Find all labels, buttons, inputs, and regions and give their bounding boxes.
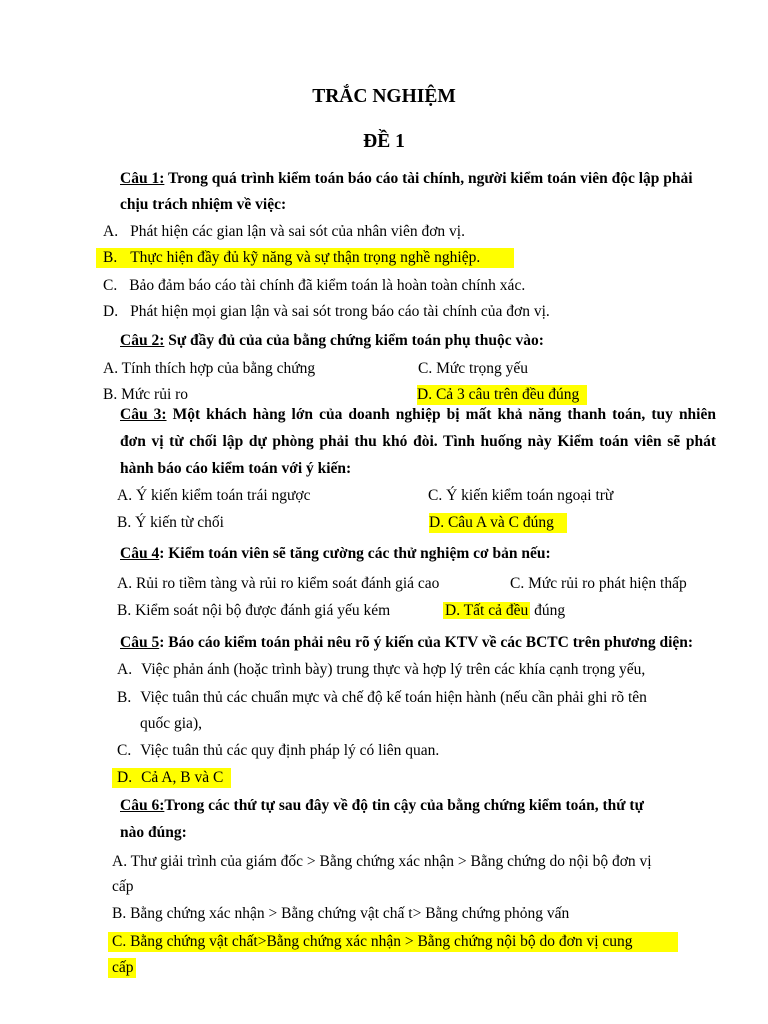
question-4-option-c: C. Mức rủi ro phát hiện thấp bbox=[510, 575, 687, 592]
question-3-option-b: B. Ý kiến từ chối bbox=[117, 514, 224, 531]
option-letter: D. bbox=[103, 303, 119, 320]
option-text: Phát hiện các gian lận và sai sót của nhân viên đơn vị. bbox=[130, 223, 465, 240]
option-letter: C. bbox=[103, 277, 118, 294]
question-2-option-c: C. Mức trọng yếu bbox=[418, 360, 528, 377]
question-6-number: Câu 6: bbox=[120, 797, 165, 814]
question-2-text: Sự đầy đủ của của bằng chứng kiểm toán phụ thuộc vào: bbox=[164, 332, 544, 349]
option-text: Việc tuân thủ các quy định pháp lý có liên quan. bbox=[140, 742, 440, 759]
question-3-text-line-3: hành báo cáo kiểm toán với ý kiến: bbox=[120, 460, 352, 477]
question-3-option-c: C. Ý kiến kiểm toán ngoại trừ bbox=[428, 487, 614, 504]
question-3-option-d-correct: D. Câu A và C đúng bbox=[429, 513, 567, 533]
question-6-text-line-2: nào đúng: bbox=[120, 824, 187, 841]
question-1-option-c bbox=[103, 276, 525, 296]
question-6 bbox=[120, 796, 644, 816]
question-6-option-c-correct: C. Bằng chứng vật chất>Bằng chứng xác nhận > Bằng chứng nội bộ do đơn vị cung bbox=[108, 932, 678, 952]
question-2-option-b: B. Mức rủi ro bbox=[103, 386, 189, 403]
question-6-option-a-line-2: cấp bbox=[112, 878, 134, 895]
question-4-option-a: A. Rủi ro tiềm tàng và rủi ro kiểm soát đánh giá cao bbox=[117, 575, 440, 592]
highlighted-text: D. Tất cả đều bbox=[445, 602, 529, 619]
option-text: Việc tuân thủ các chuẩn mực và chế độ kế toán hiện hành (nếu cần phải ghi rõ tên bbox=[140, 689, 647, 706]
question-1-option-d bbox=[103, 302, 550, 322]
question-5-number: Câu 5 bbox=[120, 634, 160, 651]
question-1-number: Câu 1: bbox=[120, 170, 165, 187]
option-text: Việc phản ánh (hoặc trình bày) trung thực và hợp lý trên các khía cạnh trọng yếu, bbox=[141, 661, 646, 678]
question-3-option-a: A. Ý kiến kiểm toán trái ngược bbox=[117, 487, 311, 504]
question-3-text-line-1: Một khách hàng lớn của doanh nghiệp bị mất khả năng thanh toán, tuy nhiên bbox=[166, 406, 716, 423]
option-text: Cả A, B và C bbox=[141, 769, 224, 786]
option-letter: D. bbox=[117, 769, 133, 786]
question-5-option-b bbox=[117, 688, 647, 708]
question-2 bbox=[120, 331, 544, 351]
question-5 bbox=[120, 633, 693, 653]
option-text: Thực hiện đầy đủ kỹ năng và sự thận trọng nghề nghiệp. bbox=[130, 249, 481, 266]
exam-number: ĐỀ 1 bbox=[363, 131, 405, 152]
question-5-option-a bbox=[117, 660, 645, 680]
question-6-option-c-line-2: cấp bbox=[108, 958, 136, 978]
option-letter: A. bbox=[103, 223, 119, 240]
question-4-option-d-correct bbox=[443, 601, 565, 621]
option-text: Bảo đảm báo cáo tài chính đã kiểm toán là hoàn toàn chính xác. bbox=[129, 277, 526, 294]
question-4-option-b: B. Kiểm soát nội bộ được đánh giá yếu kém bbox=[117, 602, 391, 619]
question-6-option-b: B. Bằng chứng xác nhận > Bằng chứng vật chấ t> Bằng chứng phỏng vấn bbox=[112, 905, 570, 922]
question-3-text-line-2: đơn vị từ chối lập dự phòng phải thu khó đòi. Tình huống này Kiểm toán viên sẽ phát bbox=[120, 433, 716, 450]
question-4-text: : Kiểm toán viên sẽ tăng cường các thử nghiệm cơ bản nếu: bbox=[159, 545, 551, 562]
question-1-text-line-1: Trong quá trình kiểm toán báo cáo tài chính, người kiểm toán viên độc lập phải bbox=[164, 170, 693, 187]
question-1-text-line-2: chịu trách nhiệm về việc: bbox=[120, 196, 287, 213]
option-letter: C. bbox=[117, 742, 132, 759]
question-1 bbox=[120, 169, 716, 189]
question-1-option-a bbox=[103, 222, 465, 242]
option-text: Phát hiện mọi gian lận và sai sót trong báo cáo tài chính của đơn vị. bbox=[130, 303, 550, 320]
question-5-option-d-correct bbox=[112, 768, 231, 788]
question-2-option-a: A. Tính thích hợp của bằng chứng bbox=[103, 360, 316, 377]
question-4-number: Câu 4 bbox=[120, 545, 160, 562]
question-6-option-a: A. Thư giải trình của giám đốc > Bằng chứng xác nhận > Bằng chứng do nội bộ đơn vị bbox=[112, 853, 652, 870]
question-5-option-b-line-2: quốc gia), bbox=[140, 715, 202, 732]
question-2-option-d-correct: D. Cả 3 câu trên đều đúng bbox=[417, 385, 587, 405]
question-5-text: : Báo cáo kiểm toán phải nêu rõ ý kiến của KTV về các BCTC trên phương diện: bbox=[159, 634, 694, 651]
option-letter: B. bbox=[117, 689, 132, 706]
question-4 bbox=[92, 544, 551, 564]
question-2-number: Câu 2: bbox=[120, 332, 165, 349]
question-3 bbox=[120, 405, 716, 425]
question-5-option-c bbox=[117, 741, 439, 761]
option-letter: B. bbox=[103, 249, 118, 266]
question-3-number: Câu 3: bbox=[120, 406, 167, 423]
option-text: đúng bbox=[530, 602, 566, 619]
option-letter: A. bbox=[117, 661, 133, 678]
document-title: TRẮC NGHIỆM bbox=[312, 86, 456, 107]
question-1-option-b-correct bbox=[96, 248, 514, 268]
question-6-text-line-1: Trong các thứ tự sau đây về độ tin cậy của bằng chứng kiểm toán, thứ tự bbox=[164, 797, 644, 814]
